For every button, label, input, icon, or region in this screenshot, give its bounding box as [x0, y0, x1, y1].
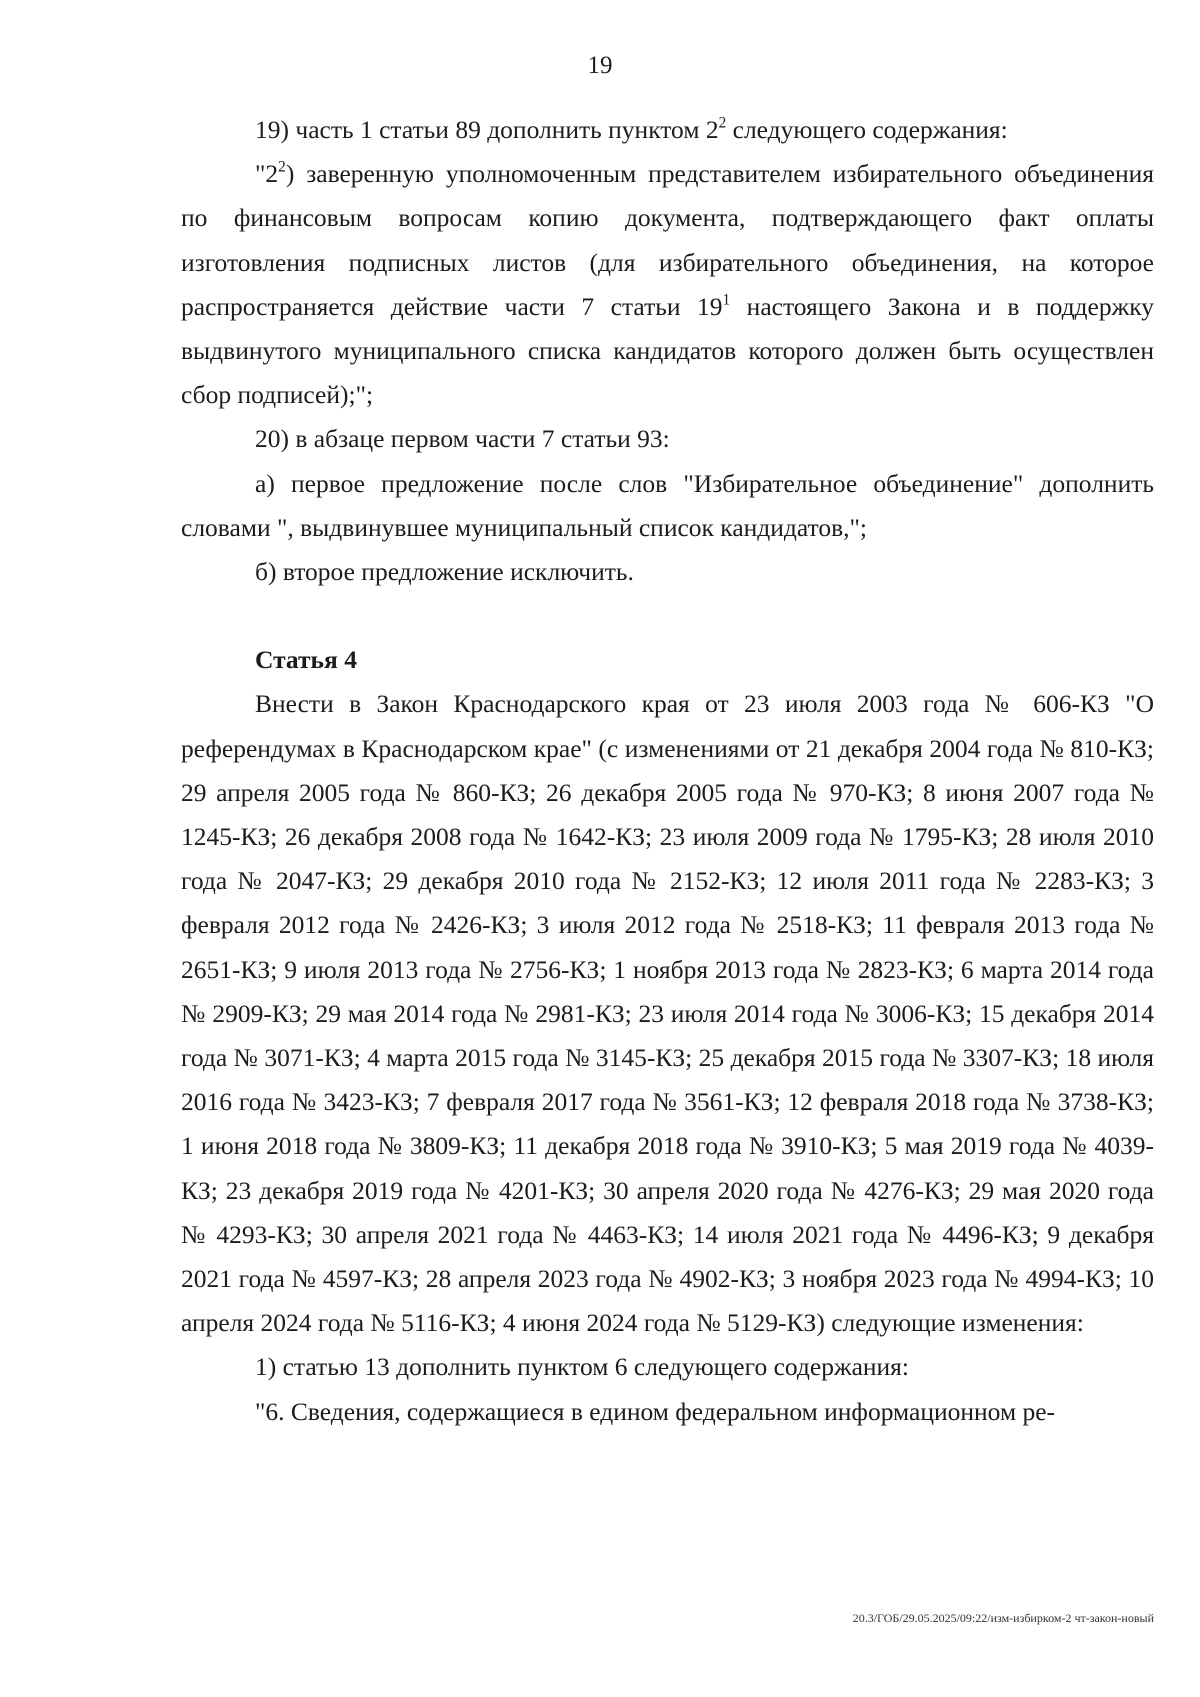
paragraph-item-20b: б) второе предложение исключить. — [255, 557, 634, 587]
paragraph-item-20a: а) первое предложение после слов "Избирательное объединение" дополнить словами ", выдвинувшее муниципальный список кандидатов,"; — [181, 468, 1154, 542]
article-4-body: Внести в Закон Краснодарского края от 23 июля 2003 года № 606-КЗ "О референдумах в Краснодарском крае" (с изменениями от 21 декабря 2004 года № 810-КЗ; 29 апреля 2005 года № 860-КЗ; 26 декабря 2005 года № 970-КЗ; 8 июня 2007 года № 1245-КЗ; 26 декабря 2008 года № 1642-КЗ; 23 июля 2009 года № 1795-КЗ; 28 июля 2010 года № 2047-КЗ; 29 декабря 2010 года № 2152-КЗ; 12 июля 2011 года № 2283-КЗ; 3 февраля 2012 года № 2426-КЗ; 3 июля 2012 года № 2518-КЗ; 11 февраля 2013 года № 2651-КЗ; 9 июля 2013 года № 2756-КЗ; 1 ноября 2013 года № 2823-КЗ; 6 марта 2014 года № 2909-КЗ; 29 мая 2014 года № 2981-КЗ; 23 июля 2014 года № 3006-КЗ; 15 декабря 2014 года № 3071-КЗ; 4 марта 2015 года № 3145-КЗ; 25 декабря 2015 года № 3307-КЗ; 18 июля 2016 года № 3423-КЗ; 7 февраля 2017 года № 3561-КЗ; 12 февраля 2018 года № 3738-КЗ; 1 июня 2018 года № 3809-КЗ; 11 декабря 2018 года № 3910-КЗ; 5 мая 2019 года № 4039-КЗ; 23 декабря 2019 года № 4201-КЗ; 30 апреля 2020 года № 4276-КЗ; 29 мая 2020 года № 4293-КЗ; 30 апреля 2021 года № 4463-КЗ; 14 июля 2021 года № 4496-КЗ; 9 декабря 2021 года № 4597-КЗ; 28 апреля 2023 года № 4902-КЗ; 3 ноября 2023 года № 4994-КЗ; 10 апреля 2024 года № 5116-КЗ; 4 июня 2024 года № 5129-КЗ) следующие изменения: — [181, 689, 1154, 1338]
superscript: 2 — [718, 114, 727, 132]
document-body — [181, 108, 1154, 1434]
paragraph-item-6-quote: "6. Сведения, содержащиеся в едином федеральном информационном ре- — [255, 1396, 1056, 1426]
superscript: 1 — [722, 291, 731, 309]
article-heading: Статья 4 — [255, 645, 357, 675]
paragraph-text: следующего содержания: — [726, 115, 1008, 144]
paragraph-text: настоящего Закона и в поддержку выдвинутого муниципального списка кандидатов которого должен быть осуществлен сбор подписей);"; — [181, 291, 1154, 410]
page-number: 19 — [587, 52, 613, 79]
paragraph-text: 19) часть 1 статьи 89 дополнить пунктом 2 — [255, 115, 719, 144]
paragraph-item-19 — [181, 108, 1154, 152]
superscript: 2 — [278, 158, 286, 176]
paragraph-quote-2-2 — [181, 152, 1154, 417]
paragraph-text: ) заверенную уполномоченным представителем избирательного объединения по финансовым вопросам копию документа, подтверждающего факт оплаты изготовления подписных листов (для избирательного объединения, на которое распространяется действие части 7 статьи 19 — [181, 159, 1154, 321]
paragraph-item-20: 20) в абзаце первом части 7 статьи 93: — [255, 424, 670, 454]
paragraph-text: "2 — [255, 159, 279, 189]
paragraph-item-1: 1) статью 13 дополнить пунктом 6 следующего содержания: — [255, 1352, 909, 1382]
document-footer-code: 20.3/ГОБ/29.05.2025/09:22/изм-избирком-2 чт-закон-новый — [852, 1611, 1154, 1625]
